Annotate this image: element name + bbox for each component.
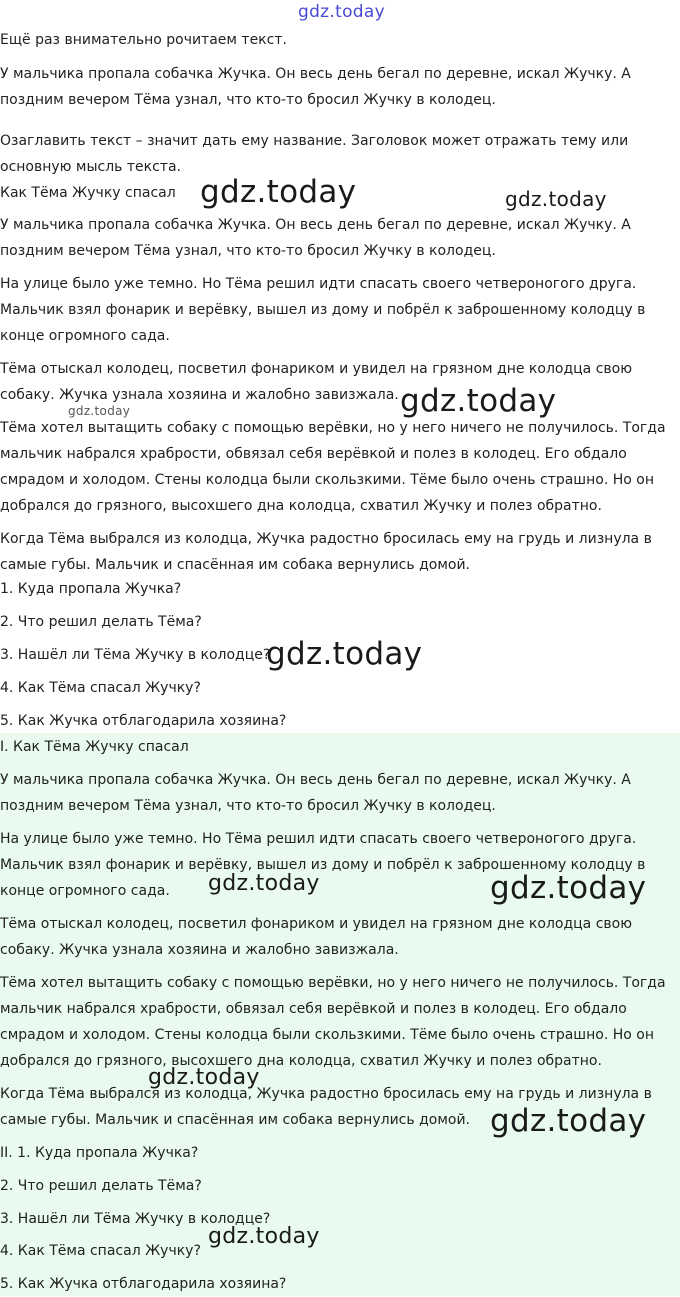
watermark-logo: gdz.today xyxy=(68,404,131,418)
answer-title: I. Как Тёма Жучку спасал xyxy=(0,739,189,755)
watermark-logo: gdz.today xyxy=(208,871,320,896)
story-line: мальчик набрался храбрости, обвязал себя верёвкой и полез в колодец. Его обдало xyxy=(0,446,627,462)
task-intro: Ещё раз внимательно рочитаем текст. xyxy=(0,32,287,48)
watermark-logo: gdz.today xyxy=(490,870,647,906)
question-item: 2. Что решил делать Тёма? xyxy=(0,614,202,630)
story-line: конце огромного сада. xyxy=(0,328,170,344)
watermark-logo: gdz.today xyxy=(200,174,357,210)
answer-story-line: поздним вечером Тёма узнал, что кто-то бросил Жучку в колодец. xyxy=(0,798,496,814)
story-line: Когда Тёма выбрался из колодца, Жучка радостно бросилась ему на грудь и лизнула в xyxy=(0,531,652,547)
answer-question-item: 2. Что решил делать Тёма? xyxy=(0,1178,202,1194)
watermark-logo: gdz.today xyxy=(208,1224,320,1249)
question-item: 5. Как Жучка отблагодарила хозяина? xyxy=(0,713,287,729)
question-item: 1. Куда пропала Жучка? xyxy=(0,581,182,597)
answer-story-line: На улице было уже темно. Но Тёма решил идти спасать своего четвероногого друга. xyxy=(0,831,637,847)
answer-story-line: самые губы. Мальчик и спасённая им собака вернулись домой. xyxy=(0,1112,470,1128)
story-line: На улице было уже темно. Но Тёма решил идти спасать своего четвероногого друга. xyxy=(0,276,637,292)
story-title: Как Тёма Жучку спасал xyxy=(0,185,176,201)
story-line: поздним вечером Тёма узнал, что кто-то бросил Жучку в колодец. xyxy=(0,243,496,259)
story-line: Мальчик взял фонарик и верёвку, вышел из дому и побрёл к заброшенному колодцу в xyxy=(0,302,646,318)
story-line: добрался до грязного, высохшего дна колодца, схватил Жучку и полез обратно. xyxy=(0,498,602,514)
watermark-logo: gdz.today xyxy=(505,187,607,211)
story-line: У мальчика пропала собачка Жучка. Он весь день бегал по деревне, искал Жучку. А xyxy=(0,217,631,233)
answer-question-item: 5. Как Жучка отблагодарила хозяина? xyxy=(0,1276,287,1292)
watermark-logo: gdz.today xyxy=(266,636,423,672)
answer-story-line: собаку. Жучка узнала хозяина и жалобно завизжала. xyxy=(0,942,399,958)
task-paragraph-line: поздним вечером Тёма узнал, что кто-то бросил Жучку в колодец. xyxy=(0,92,496,108)
answer-story-line: мальчик набрался храбрости, обвязал себя верёвкой и полез в колодец. Его обдало xyxy=(0,1001,627,1017)
answer-question-item: II. 1. Куда пропала Жучка? xyxy=(0,1145,199,1161)
answer-story-line: У мальчика пропала собачка Жучка. Он весь день бегал по деревне, искал Жучку. А xyxy=(0,772,631,788)
answer-story-line: добрался до грязного, высохшего дна колодца, схватил Жучку и полез обратно. xyxy=(0,1053,602,1069)
story-line: собаку. Жучка узнала хозяина и жалобно завизжала. xyxy=(0,387,399,403)
answer-question-item: 4. Как Тёма спасал Жучку? xyxy=(0,1243,201,1259)
answer-story-line: Когда Тёма выбрался из колодца, Жучка радостно бросилась ему на грудь и лизнула в xyxy=(0,1086,652,1102)
answer-question-item: 3. Нашёл ли Тёма Жучку в колодце? xyxy=(0,1211,271,1227)
answer-story-line: смрадом и холодом. Стены колодца были скользкими. Тёме было очень страшно. Но он xyxy=(0,1027,654,1043)
watermark-logo: gdz.today xyxy=(298,2,385,22)
watermark-logo: gdz.today xyxy=(400,383,557,419)
story-line: самые губы. Мальчик и спасённая им собака вернулись домой. xyxy=(0,557,470,573)
answer-story-line: Тёма отыскал колодец, посветил фонариком и увидел на грязном дне колодца свою xyxy=(0,916,633,932)
task-paragraph-line: У мальчика пропала собачка Жучка. Он весь день бегал по деревне, искал Жучку. А xyxy=(0,66,631,82)
task-explain-line: основную мысль текста. xyxy=(0,159,181,175)
answer-story-line: конце огромного сада. xyxy=(0,883,170,899)
watermark-logo: gdz.today xyxy=(490,1103,647,1139)
watermark-logo: gdz.today xyxy=(148,1065,260,1090)
story-line: Тёма отыскал колодец, посветил фонариком и увидел на грязном дне колодца свою xyxy=(0,361,633,377)
answer-story-line: Тёма хотел вытащить собаку с помощью верёвки, но у него ничего не получилось. Тогда xyxy=(0,975,666,991)
question-item: 3. Нашёл ли Тёма Жучку в колодце? xyxy=(0,647,271,663)
answer-story-line: Мальчик взял фонарик и верёвку, вышел из дому и побрёл к заброшенному колодцу в xyxy=(0,857,646,873)
story-line: смрадом и холодом. Стены колодца были скользкими. Тёме было очень страшно. Но он xyxy=(0,472,654,488)
task-explain-line: Озаглавить текст – значит дать ему название. Заголовок может отражать тему или xyxy=(0,133,629,149)
question-item: 4. Как Тёма спасал Жучку? xyxy=(0,680,201,696)
story-line: Тёма хотел вытащить собаку с помощью верёвки, но у него ничего не получилось. Тогда xyxy=(0,420,666,436)
